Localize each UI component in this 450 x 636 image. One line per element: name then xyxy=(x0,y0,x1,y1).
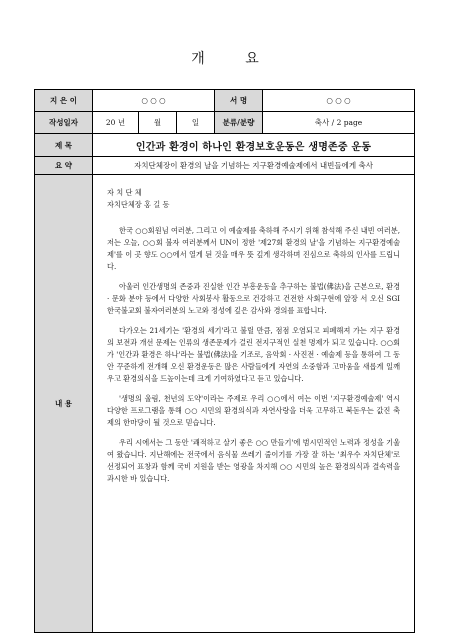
content-paragraph: '생명의 울림, 천년의 도약'이라는 주제로 우리 ○○에서 여는 이번 '지구환경예술제' 역시 다양한 프로그램을 통해 ○○ 시민의 환경의식과 자연사랑을 더욱 고무하고 북돋우는 값진 축제의 한마당이 될 것으로 믿습니다. xyxy=(107,394,401,427)
content-paragraph: 다가오는 21세기는 '환경의 세기'라고 불릴 만큼, 점점 오염되고 피폐해져 가는 지구 환경의 보전과 개선 문제는 인류의 생존문제가 걸린 전지구적인 실천 명제가 되고 있습니다. ○○회가 '인간과 환경은 하나'라는 불법(佛法)을 기조로, 음악회 · 사진전 · 예술제 등을 통하여 그 동안 꾸준하게 전개해 오신 환경운동은 많은 사람들에게 자연의 소중함과 고마움을 새롭게 일깨우고 환경의식을 드높이는데 크게 기여하였다고 듣고 있습니다. xyxy=(107,326,401,383)
date-day[interactable]: 일 xyxy=(177,112,215,134)
category-value[interactable]: 축사 / 2 page xyxy=(263,112,415,134)
author-label: 지 은 이 xyxy=(35,90,93,112)
date-label: 작성일자 xyxy=(35,112,93,134)
page-title: 개 요 xyxy=(191,51,277,67)
summary-form xyxy=(34,89,415,633)
date-year[interactable]: 20 년 xyxy=(93,112,139,134)
summary-label: 요 약 xyxy=(35,157,93,175)
summary-row xyxy=(35,157,415,175)
author-name: 자치단체장 홍 길 동 xyxy=(107,200,170,209)
content-paragraph: 아울러 인간생명의 존중과 진실한 인간 부흥운동을 추구하는 불법(佛法)을 근본으로, 환경 · 문화 분야 등에서 다양한 사회봉사 활동으로 건강하고 건전한 사회구현에 앞장 서 오신 SGI 한국불교회 불자여러분의 노고와 정성에 깊은 감사와 경의를 표합니다. xyxy=(107,282,401,315)
category-label: 분류/분량 xyxy=(215,112,263,134)
content-body[interactable] xyxy=(93,175,415,633)
content-paragraph: 우리 시에서는 그 동안 '쾌적하고 살기 좋은 ○○ 만들기'에 범시민적인 노력과 정성을 기울여 왔습니다. 지난해에는 전국에서 음식물 쓰레기 줄이기를 가장 잘 하는 '최우수 자치단체'로 선정되어 표창과 함께 국비 지원을 받는 영광을 차지해 ○○ 시민의 높은 환경의식과 결속력을 과시한 바 있습니다. xyxy=(107,438,401,483)
author-org: 자 치 단 체 xyxy=(107,188,142,197)
author-value[interactable]: ○ ○ ○ xyxy=(93,90,215,112)
signature-value[interactable]: ○ ○ ○ xyxy=(263,90,415,112)
subject-label: 제 목 xyxy=(35,134,93,157)
content-row xyxy=(35,175,415,633)
date-month[interactable]: 월 xyxy=(139,112,177,134)
summary-value[interactable]: 자치단체장이 환경의 날을 기념하는 지구환경예술제에서 내빈들에게 축사 xyxy=(93,157,415,175)
content-paragraph: 한국 ○○회원님 여러분, 그리고 이 예술제를 축하해 주시기 위해 참석해 주신 내빈 여러분, 저는 오늘, ○○회 불자 여러분께서 UN이 정한 '제27회 환경의 날'을 기념하는 지구환경예술제'를 이 곳 향도 ○○에서 열게 된 것을 매우 뜻 깊게 생각하며 진심으로 축하의 인사를 드립니다. xyxy=(107,226,401,271)
subject-row xyxy=(35,134,415,157)
date-row xyxy=(35,112,415,134)
content-label: 내 용 xyxy=(35,175,93,633)
author-row xyxy=(35,90,415,112)
signature-label: 서 명 xyxy=(215,90,263,112)
subject-value[interactable]: 인간과 환경이 하나인 환경보호운동은 생명존중 운동 xyxy=(93,134,415,157)
